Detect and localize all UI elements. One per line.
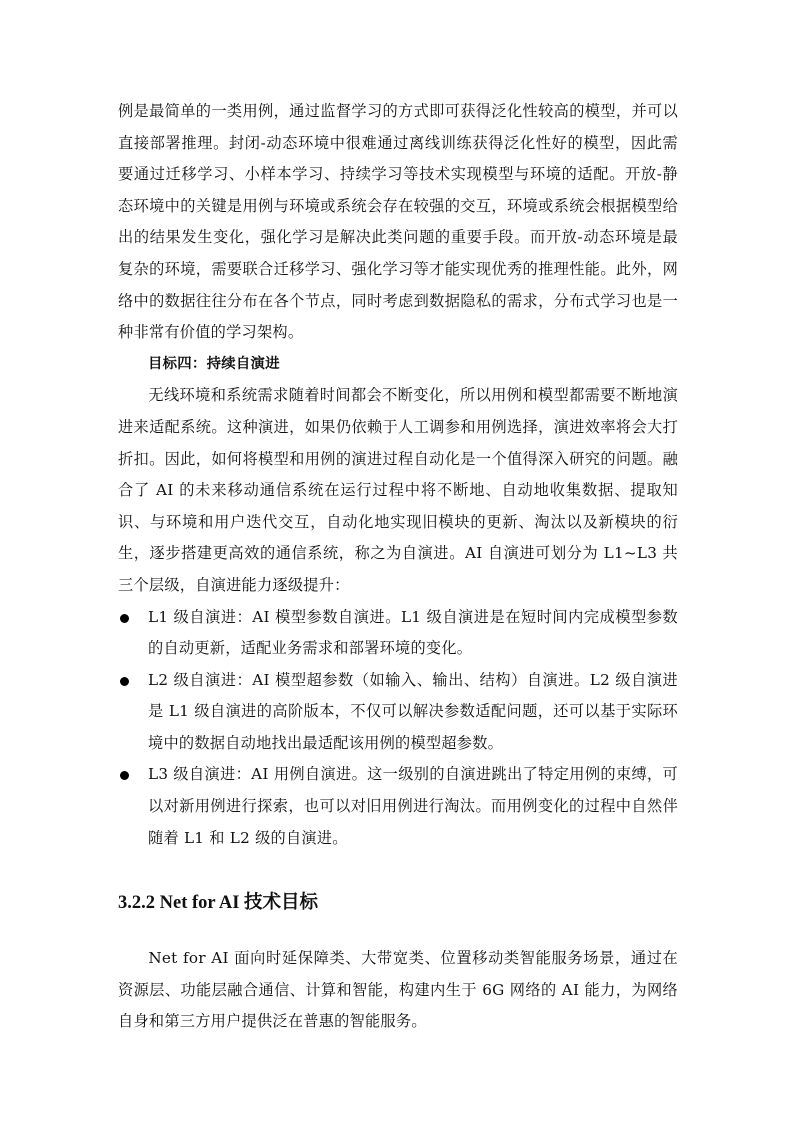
level-text: L2 级自演进：AI 模型超参数（如输入、输出、结构）自演进。L2 级自演进是 L1 级自演进的高阶版本，不仅可以解决参数适配问题，还可以基于实际环境中的数据自动地找出最适配该用例的模型超参数。	[148, 670, 678, 752]
list-item	[118, 602, 678, 665]
document-page	[118, 96, 678, 1038]
level-text: L3 级自演进：AI 用例自演进。这一级别的自演进跳出了特定用例的束缚，可以对新用例进行探索，也可以对旧用例进行淘汰。而用例变化的过程中自然伴随着 L1 和 L2 级的自演进。	[148, 765, 678, 847]
goal-paragraph: 无线环境和系统需求随着时间都会不断变化，所以用例和模型都需要不断地演进来适配系统。这种演进，如果仍依赖于人工调参和用例选择，演进效率将会大打折扣。因此，如何将模型和用例的演进过程自动化是一个值得深入研究的问题。融合了 AI 的未来移动通信系统在运行过程中将不断地、自动地收集数据、提取知识、与环境和用户迭代交互，自动化地实现旧模块的更新、淘汰以及新模块的衍生，逐步搭建更高效的通信系统，称之为自演进。AI 自演进可划分为 L1~L3 共三个层级，自演进能力逐级提升：	[118, 386, 678, 594]
list-item	[118, 759, 678, 854]
level-text: L1 级自演进：AI 模型参数自演进。L1 级自演进是在短时间内完成模型参数的自动更新，适配业务需求和部署环境的变化。	[148, 607, 678, 658]
bullet-icon	[120, 614, 129, 623]
goal-heading: 目标四：持续自演进	[148, 355, 280, 372]
section-heading: 3.2.2 Net for AI 技术目标	[118, 893, 319, 914]
intro-paragraph: 例是最简单的一类用例，通过监督学习的方式即可获得泛化性较高的模型，并可以直接部署推理。封闭-动态环境中很难通过离线训练获得泛化性好的模型，因此需要通过迁移学习、小样本学习、持续学习等技术实现模型与环境的适配。开放-静态环境中的关键是用例与环境或系统会存在较强的交互，环境或系统会根据模型给出的结果发生变化，强化学习是解决此类问题的重要手段。而开放-动态环境是最复杂的环境，需要联合迁移学习、强化学习等才能实现优秀的推理性能。此外，网络中的数据往往分布在各个节点，同时考虑到数据隐私的需求，分布式学习也是一种非常有价值的学习架构。	[118, 102, 678, 342]
bullet-icon	[120, 771, 129, 780]
list-item	[118, 665, 678, 760]
level-list	[118, 602, 678, 855]
bullet-icon	[120, 677, 129, 686]
section-paragraph: Net for AI 面向时延保障类、大带宽类、位置移动类智能服务场景，通过在资源层、功能层融合通信、计算和智能，构建内生于 6G 网络的 AI 能力，为网络自身和第三方用户提供泛在普惠的智能服务。	[118, 949, 678, 1031]
